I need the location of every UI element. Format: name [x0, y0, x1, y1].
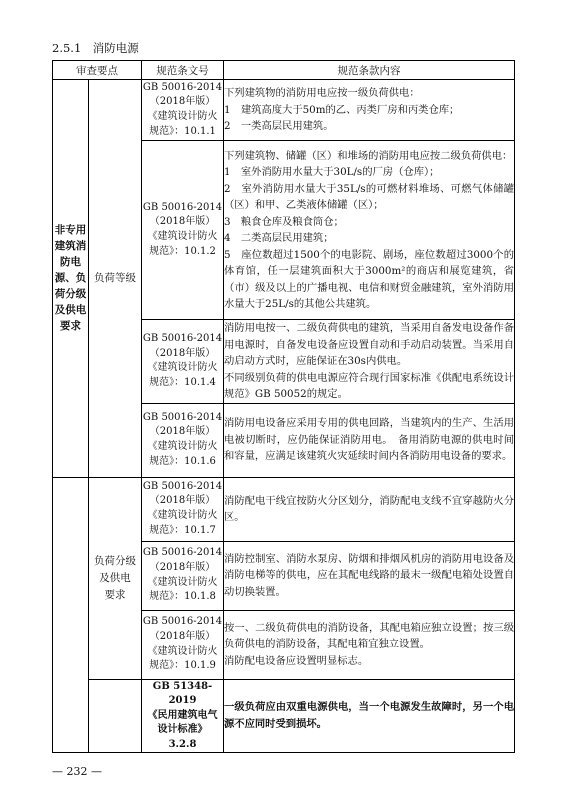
category-cell: 非专用 建筑消 防电 源、负 荷分级 及供电 要求: [53, 80, 89, 478]
table-row: [53, 679, 515, 753]
content-cell: 下列建筑物、储罐（区）和堆场的消防用电应按二级负荷供电： 1 室外消防用水量大于30L/s的厂房（仓库）； 2 室外消防用水量大于35L/s的可燃材料堆场、可燃气体储罐（区）和甲、乙类液体储罐（区）； 3 粮食仓库及粮食筒仓； 4 二类高层民用建筑； 5 座位数超过1500个的电影院、剧场，座位数超过3000个的体育馆，任一层建筑面积大于3000m²的商店和展览建筑，省（市）级及以上的广播电视、电信和财贸金融建筑，室外消防用水量大于25L/s的其他公共建筑。: [224, 141, 515, 320]
page-number: — 232 —: [52, 765, 102, 778]
table-row: [53, 477, 515, 541]
code-cell: GB 50016-2014 （2018年版） 《建筑设计防火 规范》：10.1.7: [142, 477, 224, 541]
code-cell: GB 50016-2014 （2018年版） 《建筑设计防火 规范》：10.1.6: [142, 403, 224, 477]
code-cell: GB 50016-2014 （2018年版） 《建筑设计防火 规范》：10.1.9: [142, 610, 224, 679]
header-content: 规范条款内容: [224, 61, 515, 80]
code-cell: GB 50016-2014 （2018年版） 《建筑设计防火 规范》：10.1.1: [142, 80, 224, 141]
code-cell: GB 50016-2014 （2018年版） 《建筑设计防火 规范》：10.1.8: [142, 541, 224, 610]
content-cell: 消防配电干线宜按防火分区划分，消防配电支线不宜穿越防火分区。: [224, 477, 515, 541]
group-label-load-level: 负荷等级: [89, 80, 142, 478]
code-cell: GB 50016-2014 （2018年版） 《建筑设计防火 规范》：10.1.4: [142, 320, 224, 404]
content-cell: 下列建筑物的消防用电应按一级负荷供电： 1 建筑高度大于50m的乙、丙类厂房和丙类仓库； 2 一类高层民用建筑。: [224, 80, 515, 141]
table-header-row: [53, 61, 515, 80]
content-cell: 一级负荷应由双重电源供电，当一个电源发生故障时，另一个电源不应同时受到损坏。: [224, 679, 515, 753]
spec-table: [52, 60, 515, 753]
header-review-point: 审查要点: [53, 61, 142, 80]
group-blank-cell: [89, 679, 142, 753]
header-code-no: 规范条文号: [142, 61, 224, 80]
category-blank-cell: [53, 477, 89, 753]
code-cell: GB 50016-2014 （2018年版） 《建筑设计防火 规范》：10.1.2: [142, 141, 224, 320]
content-cell: 消防用电按一、二级负荷供电的建筑，当采用自备发电设备作备用电源时，自备发电设备应设置自动和手动启动装置。当采用自动启动方式时，应能保证在30s内供电。 不同级别负荷的供电电源应符合现行国家标准《供配电系统设计规范》GB 50052的规定。: [224, 320, 515, 404]
table-row: [53, 80, 515, 141]
content-cell: 消防控制室、消防水泵房、防烟和排烟风机房的消防用电设备及消防电梯等的供电，应在其配电线路的最末一级配电箱处设置自动切换装置。: [224, 541, 515, 610]
content-cell: 按一、二级负荷供电的消防设备，其配电箱应独立设置；按三级负荷供电的消防设备，其配电箱宜独立设置。 消防配电设备应设置明显标志。: [224, 610, 515, 679]
code-cell: GB 51348-2019 《民用建筑电气 设计标准》 3.2.8: [142, 679, 224, 753]
group-label-load-supply: 负荷分级 及供电 要求: [89, 477, 142, 679]
section-title: 2.5.1 消防电源: [52, 41, 139, 55]
content-cell: 消防用电设备应采用专用的供电回路，当建筑内的生产、生活用电被切断时，应仍能保证消防用电。 备用消防电源的供电时间和容量，应满足该建筑火灾延续时间内各消防用电设备的要求。: [224, 403, 515, 477]
